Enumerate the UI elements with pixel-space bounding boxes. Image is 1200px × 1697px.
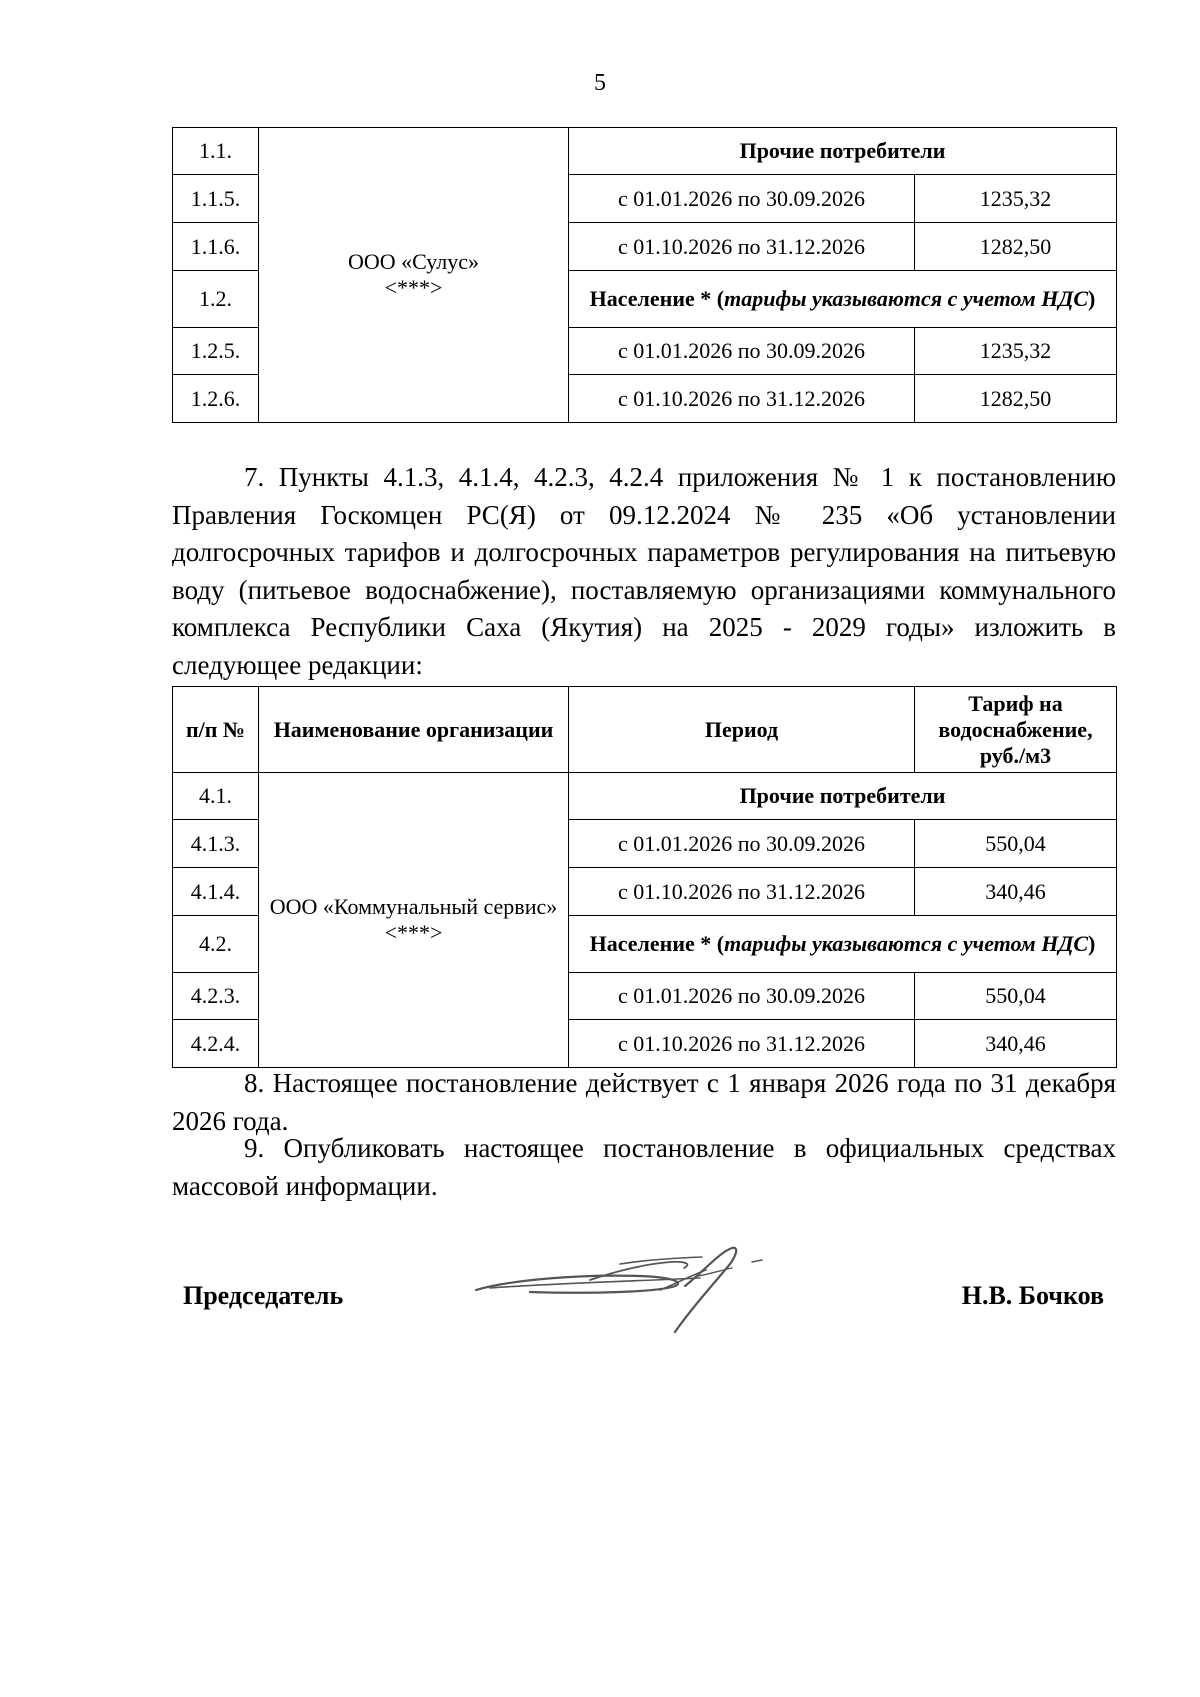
handwritten-signature xyxy=(470,1240,790,1340)
tariff-table-2 xyxy=(172,686,1117,1068)
period-cell: с 01.01.2026 по 30.09.2026 xyxy=(569,820,915,868)
row-number: 4.2.4. xyxy=(173,1020,259,1068)
row-number: 4.1. xyxy=(173,773,259,820)
period-cell: с 01.10.2026 по 31.12.2026 xyxy=(569,868,915,916)
organization-mark: <***> xyxy=(384,920,443,945)
period-cell: с 01.10.2026 по 31.12.2026 xyxy=(569,223,915,271)
header-organization: Наименование организации xyxy=(259,687,569,773)
section-heading-close: ) xyxy=(1088,931,1096,956)
section-heading: Прочие потребители xyxy=(569,128,1117,175)
tariff-value: 1235,32 xyxy=(915,175,1117,223)
signatory-title: Председатель xyxy=(183,1281,344,1310)
row-number: 4.2.3. xyxy=(173,973,259,1020)
row-number: 1.1.6. xyxy=(173,223,259,271)
tariff-value: 1282,50 xyxy=(915,375,1117,423)
tariff-value: 1282,50 xyxy=(915,223,1117,271)
section-heading-close: ) xyxy=(1088,286,1096,311)
section-heading-text: Население * ( xyxy=(589,931,725,956)
table-header-row xyxy=(173,687,1117,773)
signatory-name: Н.В. Бочков xyxy=(961,1281,1104,1310)
paragraph-8: 8. Настоящее постановление действует с 1 января 2026 года по 31 декабря 2026 года. xyxy=(172,1068,1116,1136)
tariff-table-1 xyxy=(172,127,1117,423)
period-cell: с 01.01.2026 по 30.09.2026 xyxy=(569,175,915,223)
tariff-value: 1235,32 xyxy=(915,328,1117,375)
row-number: 1.2.6. xyxy=(173,375,259,423)
tariff-value: 550,04 xyxy=(915,820,1117,868)
tariff-value: 340,46 xyxy=(915,1020,1117,1068)
paragraph-9: 9. Опубликовать настоящее постановление в официальных средствах массовой информации. xyxy=(172,1133,1116,1201)
row-number: 4.2. xyxy=(173,916,259,973)
header-number: п/п № xyxy=(173,687,259,773)
page-number: 5 xyxy=(594,70,606,96)
period-cell: с 01.10.2026 по 31.12.2026 xyxy=(569,1020,915,1068)
organization-name: ООО «Сулус» xyxy=(347,249,480,274)
section-heading-note: тарифы указываются с учетом НДС xyxy=(724,286,1089,311)
organization-mark: <***> xyxy=(384,275,443,300)
period-cell: с 01.01.2026 по 30.09.2026 xyxy=(569,973,915,1020)
section-heading: Прочие потребители xyxy=(569,773,1117,820)
table-row xyxy=(173,773,1117,820)
section-heading xyxy=(569,271,1117,328)
section-heading-text: Население * ( xyxy=(589,286,725,311)
header-tariff: Тариф на водоснабжение, руб./м3 xyxy=(915,687,1117,773)
tariff-value: 340,46 xyxy=(915,868,1117,916)
section-heading-note: тарифы указываются с учетом НДС xyxy=(724,931,1089,956)
paragraph-7: 7. Пункты 4.1.3, 4.1.4, 4.2.3, 4.2.4 приложения № 1 к постановлению Правления Госкомцен РС(Я) от 09.12.2024 № 235 «Об установлении долгосрочных тарифов и долгосрочных параметров регулирования на питьевую воду (питьевое водоснабжение), поставляемую организациями коммунального комплекса Республики Саха (Якутия) на 2025 - 2029 годы» изложить в следующее редакции: xyxy=(172,462,1116,680)
period-cell: с 01.01.2026 по 30.09.2026 xyxy=(569,328,915,375)
table-row xyxy=(173,128,1117,175)
header-period: Период xyxy=(569,687,915,773)
tariff-value: 550,04 xyxy=(915,973,1117,1020)
organization-cell xyxy=(259,128,569,423)
row-number: 4.1.3. xyxy=(173,820,259,868)
row-number: 1.1.5. xyxy=(173,175,259,223)
row-number: 1.2.5. xyxy=(173,328,259,375)
section-heading xyxy=(569,916,1117,973)
row-number: 1.1. xyxy=(173,128,259,175)
organization-name: ООО «Коммунальный сервис» xyxy=(269,894,558,919)
row-number: 1.2. xyxy=(173,271,259,328)
organization-cell xyxy=(259,773,569,1068)
row-number: 4.1.4. xyxy=(173,868,259,916)
period-cell: с 01.10.2026 по 31.12.2026 xyxy=(569,375,915,423)
